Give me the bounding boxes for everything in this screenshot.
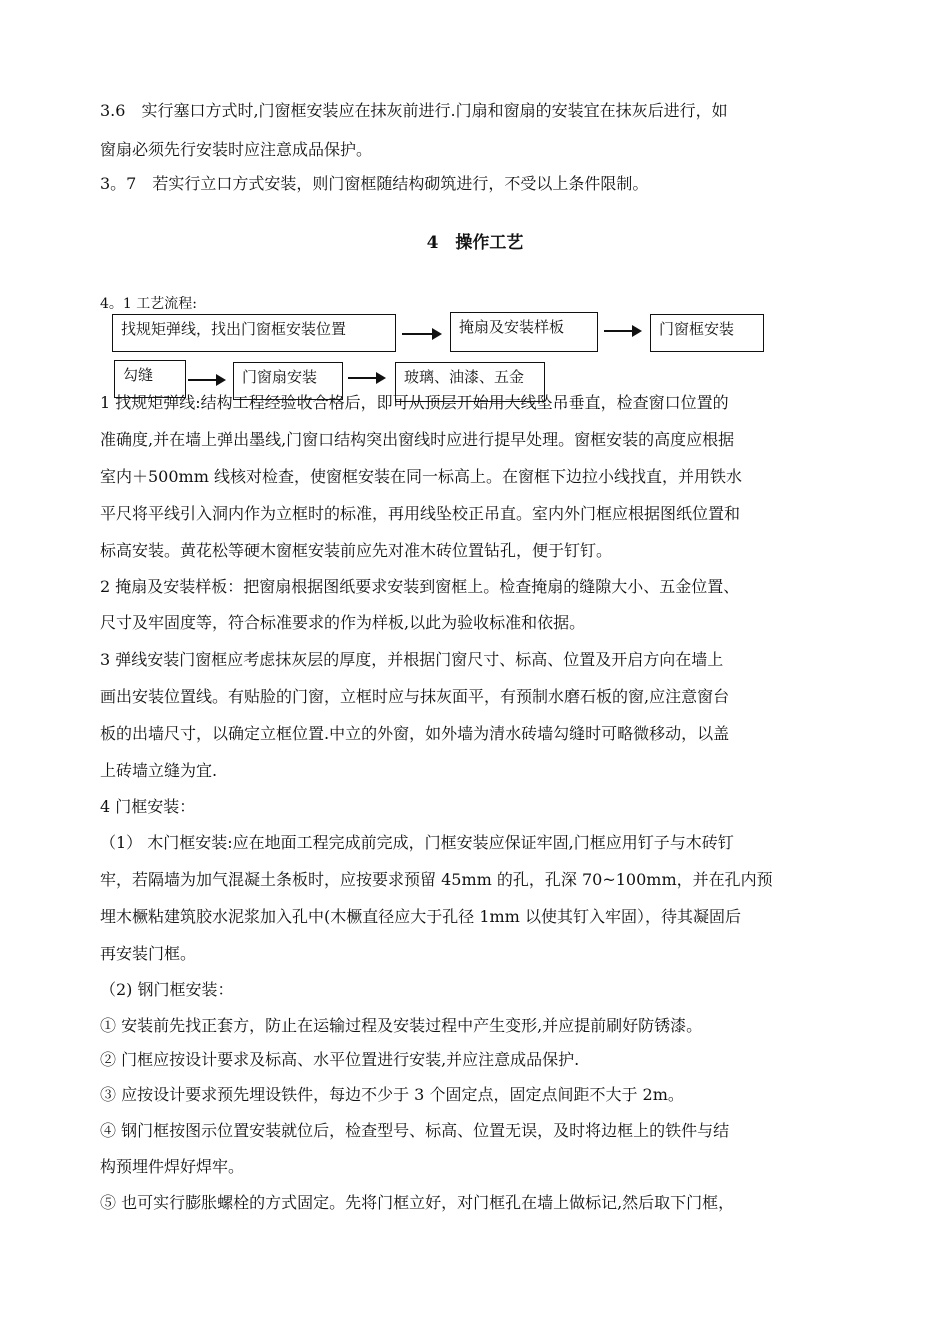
- item-circled-1: ① 安装前先找正套方，防止在运输过程及安装过程中产生变形,并应提前刷好防锈漆。: [100, 1016, 703, 1035]
- step2-line2: 尺寸及牢固度等，符合标准要求的作为样板,以此为验收标准和依据。: [100, 613, 586, 632]
- step4-heading: 4 门框安装：: [100, 797, 196, 816]
- step4a-line4: 再安装门框。: [100, 944, 197, 963]
- step2-line1: 2 掩扇及安装样板：把窗扇根据图纸要求安装到窗框上。检查掩扇的缝隙大小、五金位置、: [100, 577, 740, 596]
- step3-line4: 上砖墙立缝为宜.: [100, 761, 218, 780]
- step4b-heading: （2) 钢门框安装：: [100, 980, 234, 999]
- step3-line1: 3 弹线安装门窗框应考虑抹灰层的厚度，并根据门窗尺寸、标高、位置及开启方向在墙上: [100, 650, 724, 669]
- step4a-line2: 牢，若隔墙为加气混凝土条板时，应按要求预留 45mm 的孔，孔深 70~100mm，并在孔内预: [100, 870, 773, 889]
- step3-line3: 板的出墙尺寸，以确定立框位置.中立的外窗，如外墙为清水砖墙勾缝时可略微移动，以盖: [100, 724, 730, 743]
- para-3-6-line1: 3.6 实行塞口方式时,门窗框安装应在抹灰前进行.门扇和窗扇的安装宜在抹灰后进行，如: [100, 101, 728, 120]
- step1-line3: 室内＋500mm 线核对检查，使窗框安装在同一标高上。在窗框下边拉小线找直，并用铁水: [100, 467, 742, 486]
- para-3-6-line2: 窗扇必须先行安装时应注意成品保护。: [100, 140, 373, 159]
- flow-label: 4。1 工艺流程:: [100, 296, 197, 312]
- step4a-line3: 埋木橛粘建筑胶水泥浆加入孔中(木橛直径应大于孔径 1mm 以使其钉入牢固），待其凝固后: [100, 907, 741, 926]
- step1-line1: 1 找规矩弹线:结构工程经验收合格后，即可从顶层开始用大线坠吊垂直，检查窗口位置的: [100, 393, 729, 412]
- item-circled-3: ③ 应按设计要求预先埋设铁件，每边不少于 3 个固定点，固定点间距不大于 2m。: [100, 1085, 684, 1104]
- step1-line4: 平尺将平线引入洞内作为立框时的标准，再用线坠校正吊直。室内外门框应根据图纸位置和: [100, 504, 741, 523]
- item-circled-4-line2: 构预埋件焊好焊牢。: [100, 1157, 245, 1176]
- step1-line2: 准确度,并在墙上弹出墨线,门窗口结构突出窗线时应进行提早处理。窗框安装的高度应根据: [100, 430, 735, 449]
- flow-step-sash-install: 门窗扇安装: [233, 362, 343, 400]
- para-3-7: 3。7 若实行立口方式安装，则门窗框随结构砌筑进行，不受以上条件限制。: [100, 174, 649, 193]
- flow-arrow-4: [348, 377, 384, 379]
- flow-arrow-3: [188, 379, 224, 381]
- item-circled-5: ⑤ 也可实行膨胀螺栓的方式固定。先将门框立好，对门框孔在墙上做标记,然后取下门框，: [100, 1193, 735, 1212]
- flow-step-find-lines: 找规矩弹线，找出门窗框安装位置: [112, 314, 396, 352]
- flow-step-pointing: 勾缝: [114, 360, 186, 398]
- section-title: 4 操作工艺: [426, 233, 524, 253]
- flow-arrow-2: [604, 330, 640, 332]
- flow-step-frame-install: 门窗框安装: [650, 314, 764, 352]
- step3-line2: 画出安装位置线。有贴脸的门窗，立框时应与抹灰面平，有预制水磨石板的窗,应注意窗台: [100, 687, 730, 706]
- flow-arrow-1: [402, 333, 440, 335]
- flow-step-glass-paint-hardware: 玻璃、油漆、五金: [395, 362, 545, 402]
- item-circled-4-line1: ④ 钢门框按图示位置安装就位后，检查型号、标高、位置无误，及时将边框上的铁件与结: [100, 1121, 730, 1140]
- flow-step-sample-board: 掩扇及安装样板: [450, 312, 598, 352]
- item-circled-2: ② 门框应按设计要求及标高、水平位置进行安装,并应注意成品保护.: [100, 1050, 580, 1069]
- step4a-line1: （1） 木门框安装:应在地面工程完成前完成，门框安装应保证牢固,门框应用钉子与木砖钉: [100, 833, 734, 852]
- step1-line5: 标高安装。黄花松等硬木窗框安装前应先对准木砖位置钻孔，便于钉钉。: [100, 541, 613, 560]
